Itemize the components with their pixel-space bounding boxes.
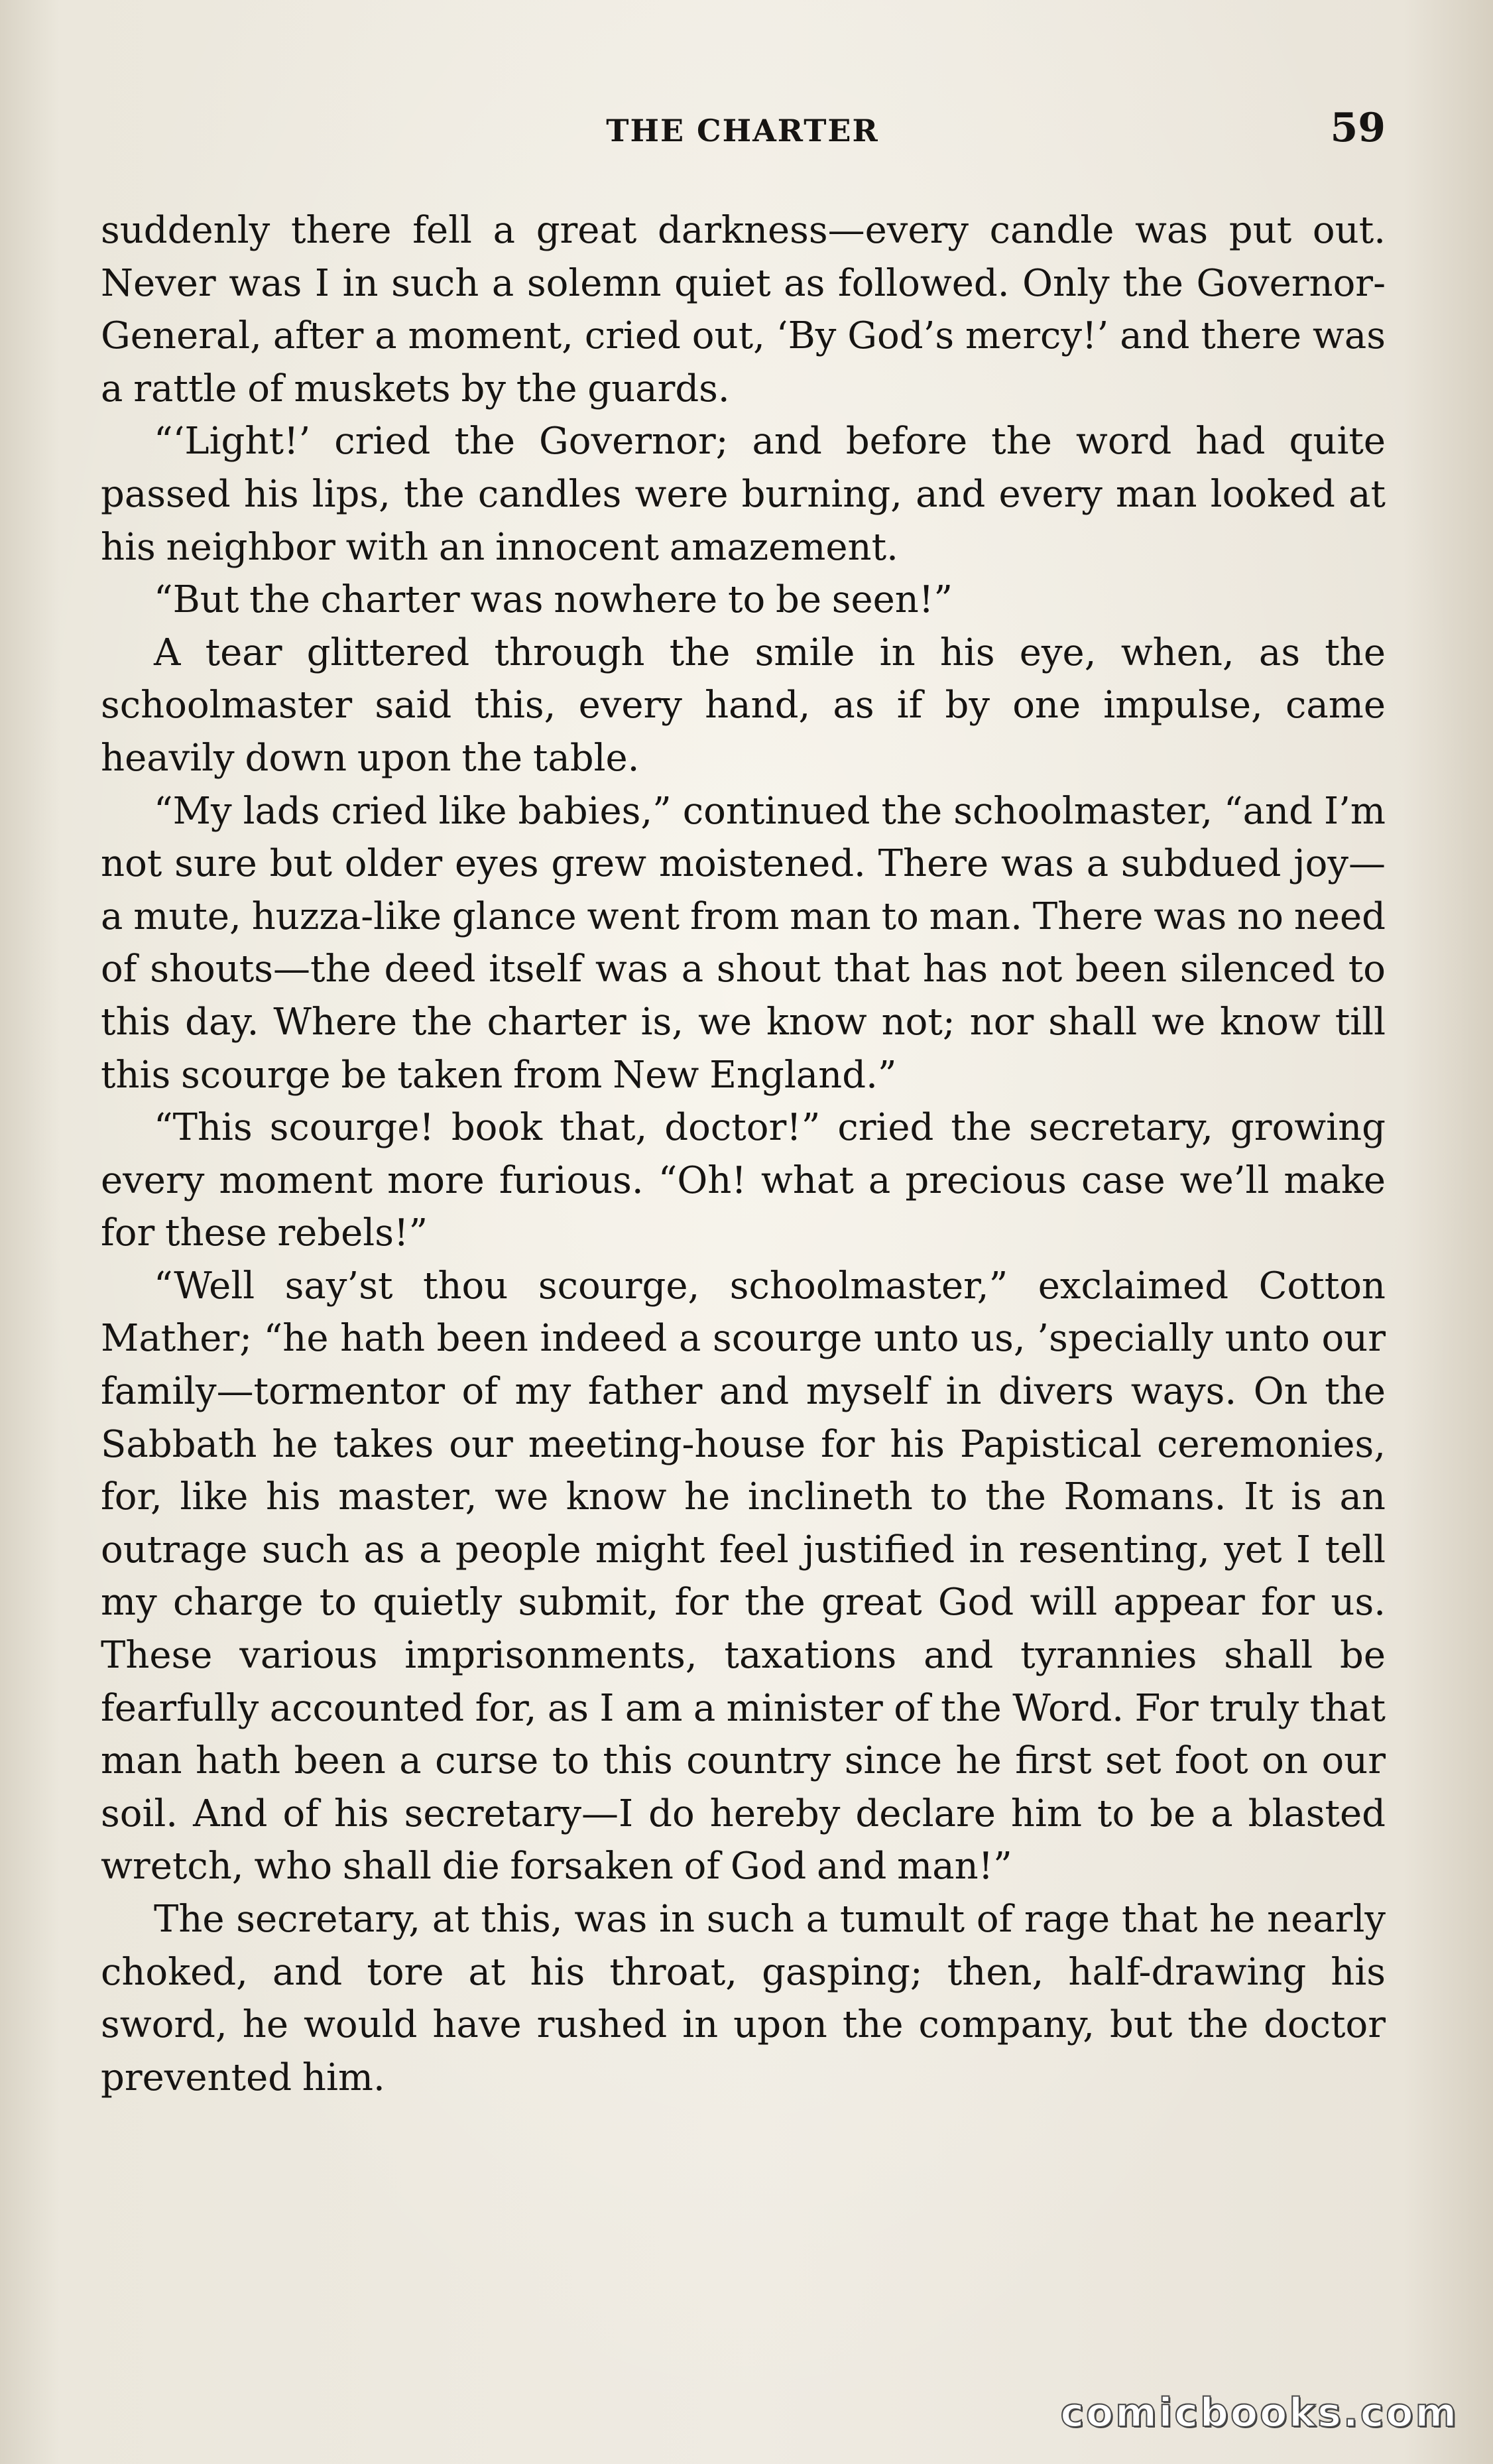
paragraph-8: The secretary, at this, was in such a tumult of rage that he nearly choked, and tore at his throat, gasping; then, half-drawing his sword, he would have rushed in upon the company, but the doctor prevented him. xyxy=(101,1898,1386,2099)
page-header xyxy=(99,105,1386,158)
body-text xyxy=(101,204,1386,2104)
watermark: comicbooks.com xyxy=(1060,2390,1459,2436)
paragraph-6: “This scourge! book that, doctor!” cried the secretary, growing every moment more furious. “Oh! what a precious case we’ll make for these rebels!” xyxy=(101,1106,1386,1255)
paragraph-3: “But the charter was nowhere to be seen!” xyxy=(154,578,953,622)
paragraph-5: “My lads cried like babies,” continued the schoolmaster, “and I’m not sure but older eyes grew moistened. There was a subdued joy—a mute, huzza-like glance went from man to man. There was no need of shouts—the deed itself was a shout that has not been silenced to this day. Where the charter is, we know not; nor shall we know till this scourge be taken from New England.” xyxy=(101,789,1386,1097)
paragraph-4: A tear glittered through the smile in his eye, when, as the schoolmaster said this, every hand, as if by one impulse, came heavily down upon the table. xyxy=(101,631,1386,780)
running-title: THE CHARTER xyxy=(606,113,879,149)
paragraph-1: suddenly there fell a great darkness—every candle was put out. Never was I in such a solemn quiet as followed. Only the Governor-General, after a moment, cried out, ‘By God’s mercy!’ and there was a rattle of muskets by the guards. xyxy=(101,209,1386,410)
paragraph-2: “‘Light!’ cried the Governor; and before the word had quite passed his lips, the candles were burning, and every man looked at his neighbor with an innocent amazement. xyxy=(101,420,1386,569)
paragraph-7: “Well say’st thou scourge, schoolmaster,” exclaimed Cotton Mather; “he hath been indeed a scourge unto us, ’specially unto our family—tormentor of my father and myself in divers ways. On the Sabbath he takes our meeting-house for his Papistical ceremonies, for, like his master, we know he inclineth to the Romans. It is an outrage such as a people might feel justified in resenting, yet I tell my charge to quietly submit, for the great God will appear for us. These various imprisonments, taxations and tyrannies shall be fearfully accounted for, as I am a minister of the Word. For truly that man hath been a curse to this country since he first set foot on our soil. And of his secretary—I do hereby declare him to be a blasted wretch, who shall die forsaken of God and man!” xyxy=(101,1264,1386,1888)
page-number: 59 xyxy=(1330,105,1386,151)
